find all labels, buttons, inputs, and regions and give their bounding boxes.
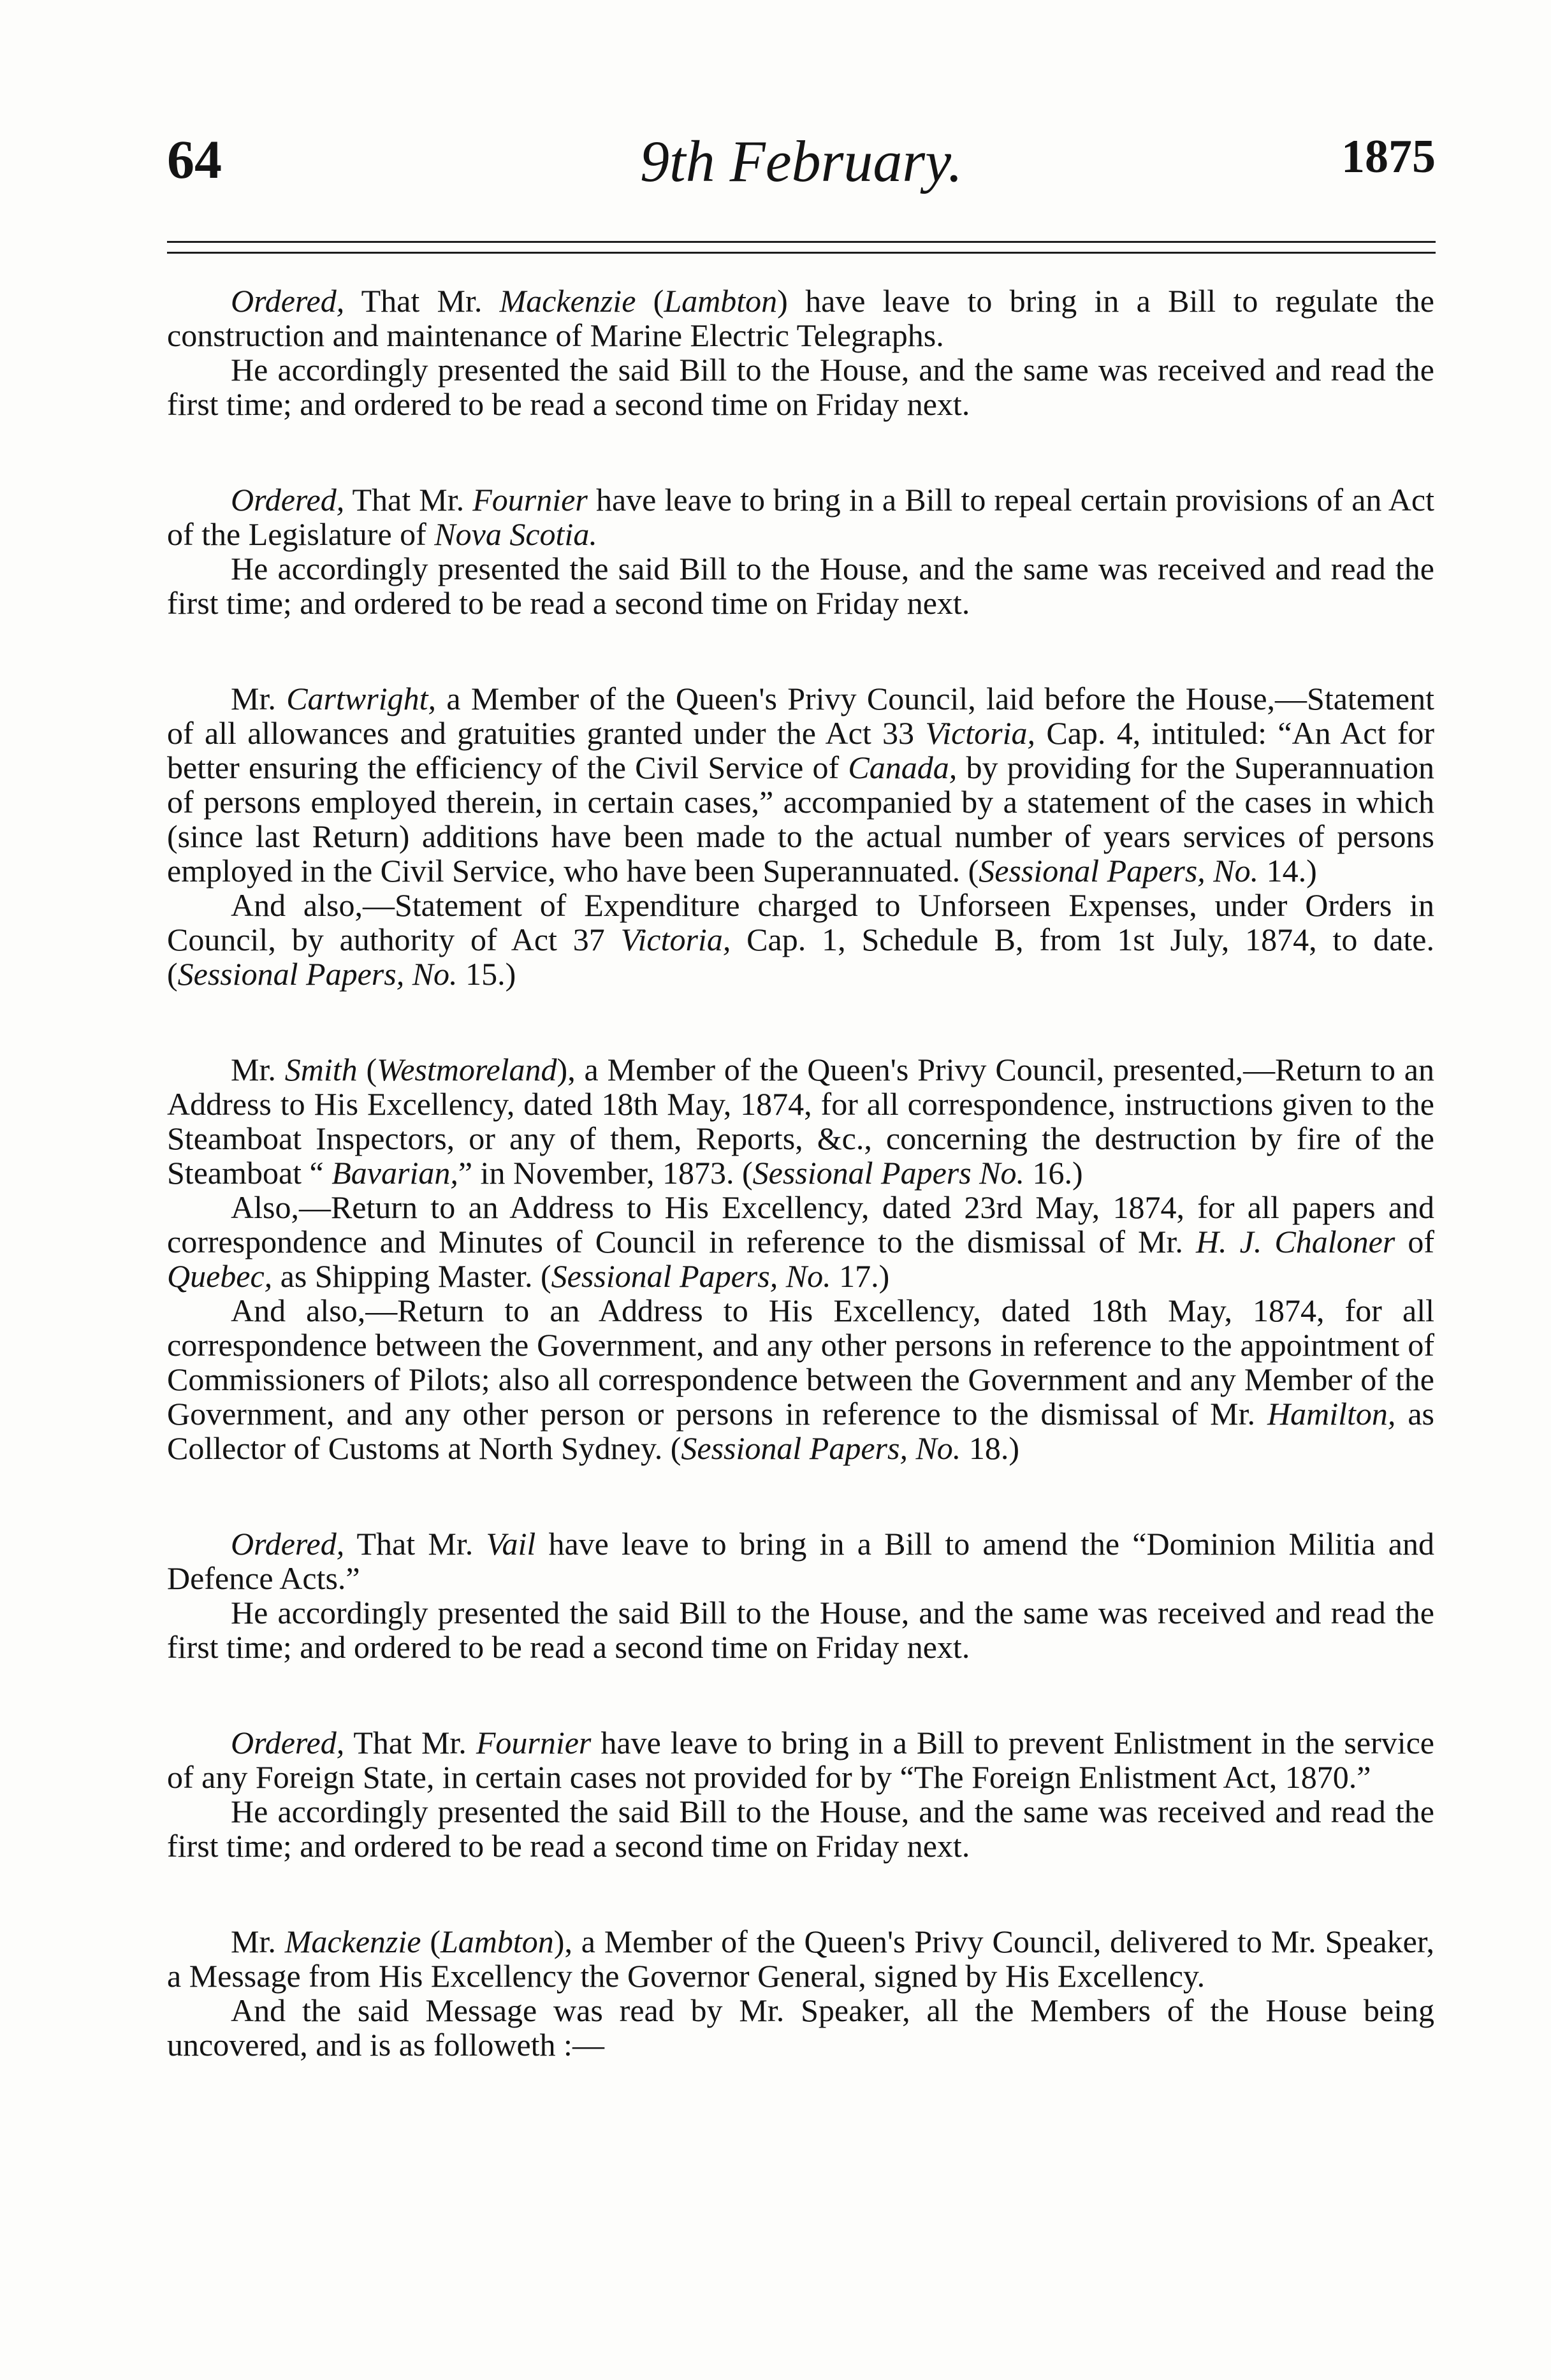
entry-paragraph [167, 1595, 1434, 1664]
entry-paragraph [167, 681, 1434, 888]
italic-text: Ordered, [231, 1526, 345, 1562]
italic-text: Ordered, [231, 283, 345, 319]
text-run: ), a Member of the Queen's Privy Council, presented,—Return to an Address to His Excellency, dated 18th May, 1874, for all correspondence, instructions given to the Steamboat Inspectors, or any of them, Reports, &c., concerning the destruction by fire of the Steamboat “ [167, 1052, 1434, 1191]
entry-paragraph [167, 483, 1434, 551]
text-run: ) have leave to bring in a Bill to regulate the construction and maintenance of Marine Electric Telegraphs. [167, 283, 1434, 353]
italic-text: Mackenzie [499, 283, 636, 319]
journal-entry [167, 1725, 1434, 1863]
text-run: He accordingly presented the said Bill to the House, and the same was received and read the first time; and ordered to be read a second time on Friday next. [167, 1595, 1434, 1665]
text-run: have leave to bring in a Bill to repeal certain provisions of an Act of the Legislature of [167, 482, 1435, 552]
text-run: a Member of the Queen's Privy Council, laid before the House,—Statement of all allowances and gratuities granted under the Act 33 [167, 681, 1434, 751]
italic-text: Sessional Papers, No. [177, 956, 458, 992]
italic-text: Ordered, [231, 1725, 345, 1760]
italic-text: Victoria, [620, 922, 731, 957]
entry-paragraph [167, 1725, 1434, 1794]
italic-text: Lambton [440, 1924, 554, 1959]
entry-paragraph [167, 1993, 1434, 2062]
text-run: 17.) [831, 1258, 890, 1294]
text-run: And the said Message was read by Mr. Speaker, all the Members of the House being uncovered, and is as followeth :— [167, 1992, 1434, 2063]
text-run: And also,—Statement of Expenditure charged to Unforseen Expenses, under Orders in Council, by authority of Act 37 [167, 887, 1434, 957]
journal-entry [167, 284, 1434, 421]
journal-body [167, 284, 1434, 2123]
text-run: ( [636, 283, 664, 319]
italic-text: Cartwright, [286, 681, 436, 716]
italic-text: Fournier [472, 482, 588, 518]
text-run: Cap. 1, Schedule B, from 1st July, 1874, to date. ( [167, 922, 1434, 992]
text-run: Also,—Return to an Address to His Excellency, dated 23rd May, 1874, for all papers and correspondence and Minutes of Council in reference to the dismissal of Mr. [167, 1189, 1434, 1259]
text-run: 15.) [457, 956, 516, 992]
text-run: of [1395, 1224, 1434, 1259]
journal-entry [167, 681, 1434, 991]
text-run: ), a Member of the Queen's Privy Council, delivered to Mr. Speaker, a Message from His Excellency the Governor General, signed by His Excellency. [167, 1924, 1434, 1994]
text-run: Mr. [231, 1924, 285, 1959]
header-year: 1875 [1341, 131, 1436, 183]
entry-paragraph [167, 1527, 1434, 1595]
text-run: That Mr. [344, 482, 473, 518]
italic-text: Sessional Papers, No. [681, 1430, 961, 1466]
journal-entry [167, 1052, 1434, 1465]
text-run: ” in November, 1873. ( [458, 1155, 753, 1191]
journal-entry [167, 483, 1434, 620]
italic-text: Quebec, [167, 1258, 273, 1294]
text-run: Cap. 4, intituled: “An Act for better ensuring the efficiency of the Civil Service of [167, 715, 1434, 785]
italic-text: Fournier [476, 1725, 592, 1760]
text-run: 18.) [961, 1430, 1019, 1466]
text-run: as Shipping Master. ( [272, 1258, 551, 1294]
text-run: He accordingly presented the said Bill to the House, and the same was received and read the first time; and ordered to be read a second time on Friday next. [167, 551, 1434, 621]
italic-text: Ordered, [231, 482, 345, 518]
italic-text: Sessional Papers, No. [551, 1258, 831, 1294]
journal-entry [167, 1527, 1434, 1664]
italic-text: Sessional Papers, No. [979, 853, 1259, 889]
text-run: He accordingly presented the said Bill to the House, and the same was received and read the first time; and ordered to be read a second time on Friday next. [167, 1794, 1434, 1864]
page-header [167, 127, 1436, 204]
text-run: by providing for the Superannuation of persons employed therein, in certain cases,” accompanied by a statement of the cases in which (since last Return) additions have been made to the actual number of years services of persons employed in the Civil Service, who have been Superannuated. ( [167, 750, 1434, 889]
entry-paragraph [167, 284, 1434, 352]
italic-text: Mackenzie [284, 1924, 421, 1959]
entry-paragraph [167, 1794, 1434, 1863]
journal-entry [167, 1924, 1434, 2062]
text-run: That Mr. [344, 1526, 486, 1562]
text-run: And also,—Return to an Address to His Excellency, dated 18th May, 1874, for all correspondence between the Government, and any other persons in reference to the appointment of Commissioners of Pilots; also all correspondence between the Government and any Member of the Government, and any other person or persons in reference to the dismissal of Mr. [167, 1293, 1434, 1432]
italic-text: Victoria, [925, 715, 1036, 751]
entry-paragraph [167, 1924, 1434, 1993]
text-run: as Collector of Customs at North Sydney. ( [167, 1396, 1434, 1466]
running-head-date: 9th February. [640, 129, 963, 194]
text-run: ( [357, 1052, 377, 1087]
italic-text: H. J. Chaloner [1195, 1224, 1395, 1259]
text-run: That Mr. [344, 283, 500, 319]
text-run: Mr. [231, 1052, 285, 1087]
italic-text: Canada, [848, 750, 958, 785]
text-run: have leave to bring in a Bill to prevent Enlistment in the service of any Foreign State, in certain cases not provided for by “The Foreign Enlistment Act, 1870.” [167, 1725, 1434, 1795]
italic-text: Lambton [664, 283, 778, 319]
entry-paragraph [167, 888, 1434, 991]
text-run: 16.) [1024, 1155, 1083, 1191]
italic-text: Sessional Papers No. [752, 1155, 1025, 1191]
italic-text: Smith [284, 1052, 358, 1087]
italic-text: Nova Scotia. [434, 516, 597, 552]
entry-paragraph [167, 1190, 1434, 1293]
text-run: 14.) [1258, 853, 1317, 889]
text-run: Mr. [231, 681, 287, 716]
entry-paragraph [167, 352, 1434, 421]
page-number: 64 [167, 129, 222, 190]
text-run: That Mr. [344, 1725, 476, 1760]
header-rule-top [167, 241, 1436, 243]
text-run: He accordingly presented the said Bill to the House, and the same was received and read the first time; and ordered to be read a second time on Friday next. [167, 352, 1434, 422]
header-rule-bottom [167, 252, 1436, 254]
text-run: ( [421, 1924, 441, 1959]
entry-paragraph [167, 1052, 1434, 1190]
italic-text: Westmoreland [377, 1052, 557, 1087]
entry-paragraph [167, 551, 1434, 620]
italic-text: Hamilton, [1267, 1396, 1396, 1432]
italic-text: Vail [486, 1526, 536, 1562]
text-run: have leave to bring in a Bill to amend the “Dominion Militia and Defence Acts.” [167, 1526, 1434, 1596]
entry-paragraph [167, 1293, 1434, 1465]
italic-text: Bavarian, [331, 1155, 458, 1191]
